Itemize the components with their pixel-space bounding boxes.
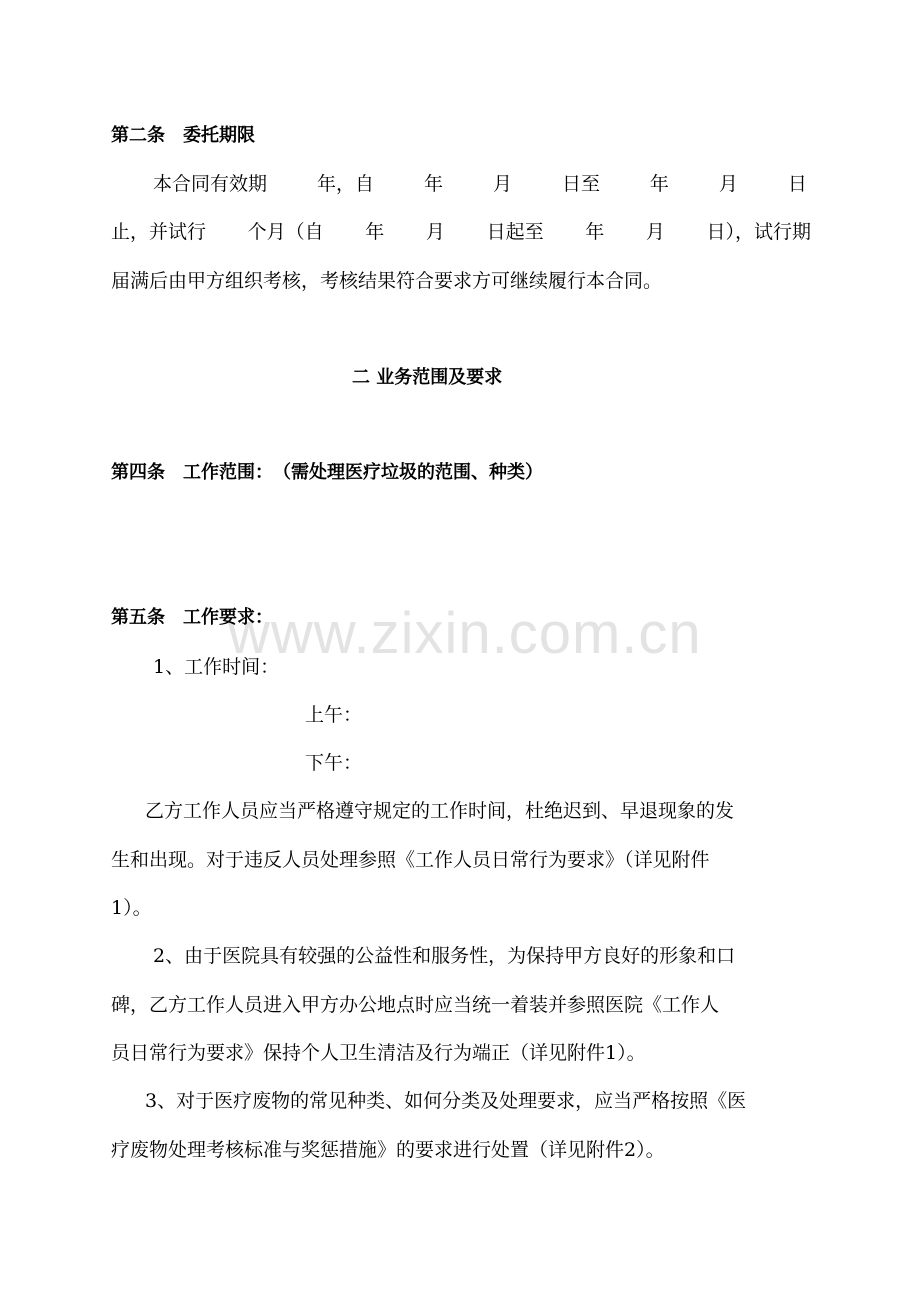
text-segment: 日起至 [486,221,544,243]
paragraph-2-line-3: 员日常行为要求》保持个人卫生清洁及行为端正（详见附件1）。 [111,1042,646,1064]
article-2-line-2 [111,220,811,244]
paragraph-3-line-2: 疗废物处理考核标准与奖惩措施》的要求进行处置（详见附件2）。 [111,1139,665,1161]
text-segment: 年，自 [316,173,374,195]
text-segment: 年 [423,173,443,195]
text-segment: 日至 [561,173,600,195]
article-2-line-3: 届满后由甲方组织考核，考核结果符合要求方可继续履行本合同。 [111,270,663,292]
text-segment: 止，并试行 [111,221,207,243]
paragraph-3-line-1: 3、对于医疗废物的常见种类、如何分类及处理要求，应当严格按照《医 [145,1090,747,1112]
paragraph-1-line-3: 1）。 [111,897,152,919]
text-segment: 日 [787,173,807,195]
text-segment: 月 [645,221,665,243]
morning-label: 上午： [305,704,363,726]
paragraph-1-line-2: 生和出现。对于违反人员处理参照《工作人员日常行为要求》（详见附件 [111,849,710,871]
watermark: www.zixin.com.cn [228,601,702,666]
text-segment: 月 [425,221,445,243]
text-segment: 月 [492,173,512,195]
article-2-line-1 [153,172,807,196]
afternoon-label: 下午： [305,752,363,774]
paragraph-1-line-1: 乙方工作人员应当严格遵守规定的工作时间，杜绝迟到、早退现象的发 [145,800,735,822]
paragraph-2-line-2: 碑，乙方工作人员进入甲方办公地点时应当统一着装并参照医院《工作人 [111,994,720,1016]
work-time-item: 1、工作时间： [153,656,280,678]
text-segment: 年 [365,221,385,243]
text-segment: 月 [718,173,738,195]
article-4-heading: 第四条 工作范围： （需处理医疗垃圾的范围、种类） [111,462,543,483]
text-segment: 年 [585,221,605,243]
article-5-heading: 第五条 工作要求： [111,607,273,628]
paragraph-2-line-1: 2、由于医院具有较强的公益性和服务性，为保持甲方良好的形象和口 [153,945,736,967]
article-2-heading: 第二条 委托期限 [111,125,255,146]
section-2-title: 二 业务范围及要求 [352,367,503,388]
text-segment: 日），试行期 [706,221,811,243]
text-segment: 年 [649,173,669,195]
text-segment: 个月（自 [247,221,324,243]
text-segment: 本合同有效期 [153,173,268,195]
